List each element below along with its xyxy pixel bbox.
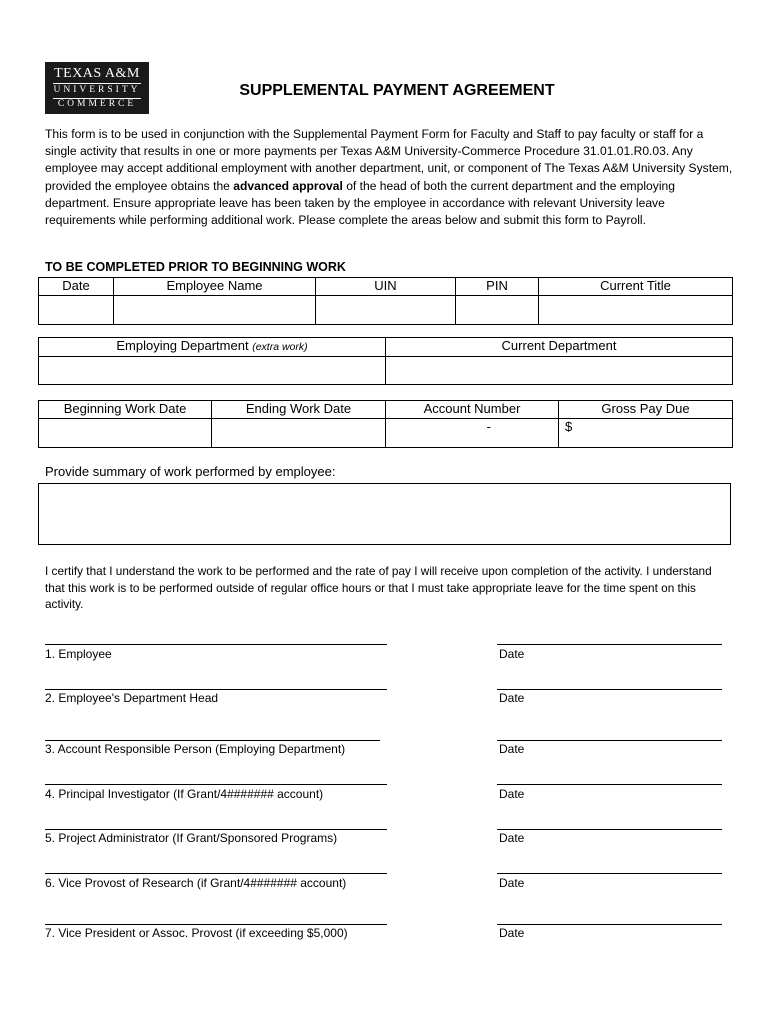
header-employee-name: Employee Name	[114, 278, 316, 296]
vice-president-signature-line[interactable]	[45, 924, 387, 925]
logo-line-1: TEXAS A&M	[54, 66, 140, 81]
intro-text-1: This form is to be used in conjunction with the Supplemental Payment Form for Faculty and Staff to pay faculty or staff for a single activity that results in one or more payments per Texas A&M University-Commerce Procedure 31.01.01.R0.03. Any employee may accept additional employment with another department, unit, or component of The Texas A&M University System, provided the employee obtains the	[45, 127, 733, 193]
logo-line-2: UNIVERSITY	[53, 85, 141, 95]
account-responsible-date-line[interactable]	[497, 740, 722, 741]
header-date: Date	[39, 278, 114, 296]
header-employing-department	[39, 338, 386, 357]
date-label-project-administrator: Date	[499, 831, 525, 845]
vice-president-date-line[interactable]	[497, 924, 722, 925]
date-label-department-head: Date	[499, 691, 525, 705]
pin-field[interactable]	[456, 296, 539, 325]
department-table	[38, 337, 733, 385]
account-number-field[interactable]: -	[386, 419, 559, 448]
employing-department-field[interactable]	[39, 357, 386, 385]
uin-field[interactable]	[316, 296, 456, 325]
principal-investigator-signature-line[interactable]	[45, 784, 387, 785]
signature-label-account-responsible: 3. Account Responsible Person (Employing Department)	[45, 742, 346, 756]
employee-info-table	[38, 277, 733, 325]
account-responsible-signature-line[interactable]	[45, 740, 380, 741]
header-account-number: Account Number	[386, 401, 559, 419]
date-label-employee: Date	[499, 647, 525, 661]
work-summary-field[interactable]	[38, 483, 731, 545]
header-uin: UIN	[316, 278, 456, 296]
summary-label: Provide summary of work performed by employee:	[45, 464, 336, 479]
section-heading: TO BE COMPLETED PRIOR TO BEGINNING WORK	[45, 260, 346, 274]
header-ending-work-date: Ending Work Date	[212, 401, 386, 419]
principal-investigator-date-line[interactable]	[497, 784, 722, 785]
gross-pay-due-field[interactable]: $	[559, 419, 733, 448]
signature-label-principal-investigator: 4. Principal Investigator (If Grant/4####### account)	[45, 787, 324, 801]
date-label-account-responsible: Date	[499, 742, 525, 756]
date-label-principal-investigator: Date	[499, 787, 525, 801]
beginning-work-date-field[interactable]	[39, 419, 212, 448]
project-administrator-date-line[interactable]	[497, 829, 722, 830]
page-title: SUPPLEMENTAL PAYMENT AGREEMENT	[239, 82, 555, 99]
header-beginning-work-date: Beginning Work Date	[39, 401, 212, 419]
employee-name-field[interactable]	[114, 296, 316, 325]
extra-work-note: (extra work)	[252, 341, 308, 353]
intro-text-2: of the head of both the current department and the employing department. Ensure appropriate leave has been taken by the employee in accordance with relevant University leave requirements while performing additional work. Please complete the areas below and submit this form to Payroll.	[45, 178, 675, 228]
header-current-title: Current Title	[539, 278, 733, 296]
signature-label-vice-president: 7. Vice President or Assoc. Provost (if exceeding $5,000)	[45, 926, 348, 940]
signature-label-vice-provost: 6. Vice Provost of Research (if Grant/4####### account)	[45, 876, 347, 890]
date-field[interactable]	[39, 296, 114, 325]
employee-date-line[interactable]	[497, 644, 722, 645]
date-label-vice-president: Date	[499, 926, 525, 940]
vice-provost-signature-line[interactable]	[45, 873, 387, 874]
department-head-date-line[interactable]	[497, 689, 722, 690]
date-label-vice-provost: Date	[499, 876, 525, 890]
intro-bold-text: advanced approval	[233, 178, 343, 193]
header-gross-pay-due: Gross Pay Due	[559, 401, 733, 419]
logo-line-3: COMMERCE	[57, 99, 137, 109]
employing-department-label: Employing Department	[116, 338, 249, 353]
payment-table	[38, 400, 733, 448]
intro-paragraph	[45, 126, 735, 229]
employee-signature-line[interactable]	[45, 644, 387, 645]
certification-text: I certify that I understand the work to be performed and the rate of pay I will receive upon completion of the activity. I understand that this work is to be performed outside of regular office hours or that I must take appropriate leave for the time spent on this activity.	[45, 564, 712, 612]
department-head-signature-line[interactable]	[45, 689, 387, 690]
header-current-department: Current Department	[386, 338, 733, 357]
header-pin: PIN	[456, 278, 539, 296]
signature-label-project-administrator: 5. Project Administrator (If Grant/Sponsored Programs)	[45, 831, 338, 845]
current-department-field[interactable]	[386, 357, 733, 385]
signature-label-employee: 1. Employee	[45, 647, 112, 661]
project-administrator-signature-line[interactable]	[45, 829, 387, 830]
vice-provost-date-line[interactable]	[497, 873, 722, 874]
ending-work-date-field[interactable]	[212, 419, 386, 448]
signature-label-department-head: 2. Employee's Department Head	[45, 691, 219, 705]
current-title-field[interactable]	[539, 296, 733, 325]
